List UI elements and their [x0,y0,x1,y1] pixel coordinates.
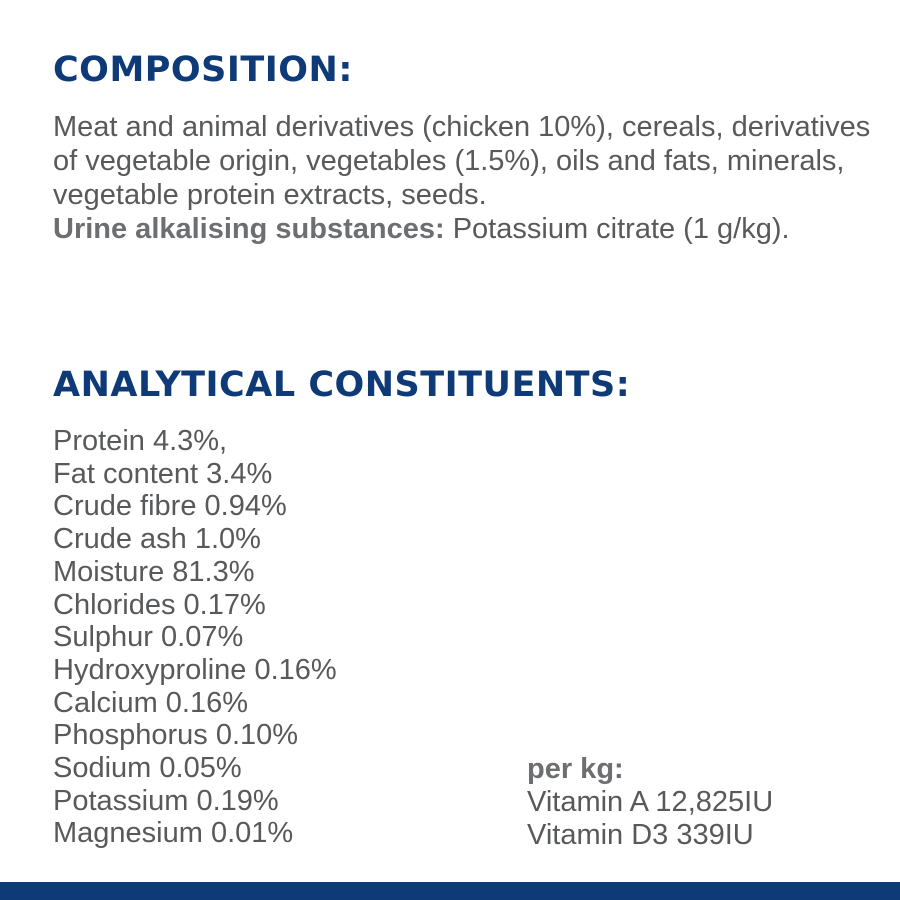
constituent-crude-ash: Crude ash 1.0% [53,523,261,556]
constituent-chlorides: Chlorides 0.17% [53,588,266,621]
constituent-sodium: Sodium 0.05% [53,752,242,785]
composition-section [53,110,883,246]
urine-alkalising-label: Urine alkalising substances: [53,213,445,245]
constituent-calcium: Calcium 0.16% [53,686,249,719]
analytical-constituents-heading: ANALYTICAL CONSTITUENTS: [53,365,631,405]
composition-heading: COMPOSITION: [53,50,353,90]
urine-alkalising-line [53,212,883,246]
bottom-brand-band [0,882,900,900]
per-kg-list [527,786,773,852]
vitamin-a: Vitamin A 12,825IU [527,786,774,818]
constituent-potassium: Potassium 0.19% [53,784,279,817]
constituent-moisture: Moisture 81.3% [53,555,255,588]
constituent-fat-content: Fat content 3.4% [53,457,273,490]
per-kg-title: per kg: [527,753,624,785]
composition-ingredients: Meat and animal derivatives (chicken 10%), cereals, derivatives of vegetable origin, vegetables (1.5%), oils and fats, minerals, vegetable protein extracts, seeds. [53,111,871,211]
constituent-magnesium: Magnesium 0.01% [53,817,294,850]
constituents-list [53,425,337,850]
urine-alkalising-value: Potassium citrate (1 g/kg). [444,213,790,245]
constituent-phosphorus: Phosphorus 0.10% [53,719,299,752]
constituent-crude-fibre: Crude fibre 0.94% [53,490,287,523]
vitamin-d3: Vitamin D3 339IU [527,819,754,851]
constituent-protein: Protein 4.3%, [53,425,228,457]
per-kg-section [527,753,773,852]
constituent-sulphur: Sulphur 0.07% [53,621,244,654]
constituent-hydroxyproline: Hydroxyproline 0.16% [53,653,337,686]
